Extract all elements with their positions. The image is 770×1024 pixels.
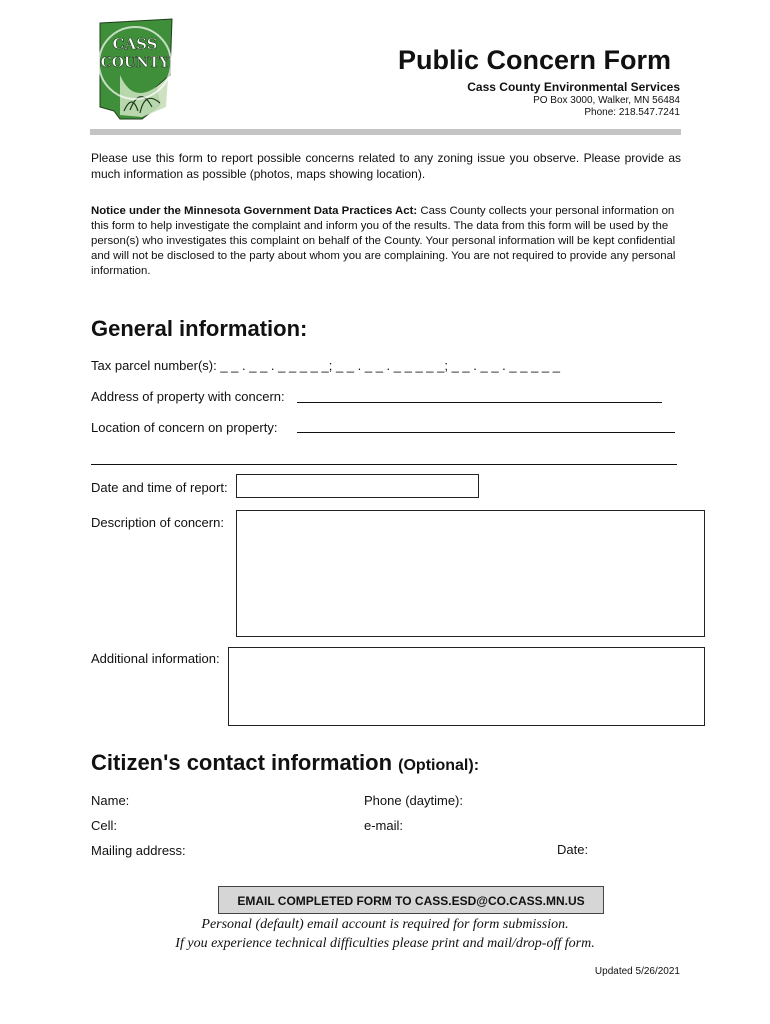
name-field[interactable]: Name: (91, 793, 130, 808)
date-time-label: Date and time of report: (91, 480, 228, 495)
print-note: If you experience technical difficulties please print and mail/drop-off form. (175, 936, 595, 951)
email-field[interactable]: e-mail: (364, 818, 404, 833)
cell-field[interactable]: Cell: (91, 818, 118, 833)
org-phone: Phone: 218.547.7241 (584, 107, 680, 118)
cass-county-logo (90, 15, 180, 125)
location-field-line2[interactable] (91, 464, 677, 465)
mailing-address-field[interactable]: Mailing address: (91, 843, 186, 858)
contact-heading-text: Citizen's contact information (91, 750, 393, 775)
contact-optional-text: (Optional): (398, 757, 480, 774)
tax-parcel-field[interactable]: Tax parcel number(s): _ _ . _ _ . _ _ _ _ _; _ _ . _ _ . _ _ _ _ _; _ _ . _ _ . _ _ _ _ _ (91, 358, 561, 373)
email-form-button[interactable]: EMAIL COMPLETED FORM TO CASS.ESD@CO.CASS.MN.US (218, 886, 604, 914)
logo-text-cass: CASS (112, 35, 158, 53)
data-practices-notice (91, 204, 681, 279)
address-field[interactable] (297, 402, 662, 403)
updated-date: Updated 5/26/2021 (594, 966, 680, 977)
general-heading: General information: (91, 316, 308, 341)
header-divider (90, 129, 681, 135)
description-label: Description of concern: (91, 515, 224, 530)
contact-heading (91, 750, 479, 776)
address-label: Address of property with concern: (91, 389, 285, 404)
notice-body: Cass County collects your personal information on this form to help investigate the complaint and inform you of the results. The data from this form will be used by the person(s) who investigates this complaint on behalf of the County. Your personal information will be kept confidential and will not be disclosed to the party about whom you are complaining. You are not required to provide any personal information. (91, 205, 676, 277)
org-name: Cass County Environmental Services (467, 80, 680, 94)
org-address: PO Box 3000, Walker, MN 56484 (533, 95, 680, 106)
logo-text-county: COUNTY (100, 55, 170, 71)
location-label: Location of concern on property: (91, 420, 278, 435)
intro-text: Please use this form to report possible concerns related to any zoning issue you observe. Please provide as much information as possible (photos, maps showing location). (91, 151, 681, 181)
date-time-input[interactable] (236, 474, 479, 498)
additional-info-label: Additional information: (91, 651, 220, 666)
date-field[interactable]: Date: (557, 842, 589, 857)
location-field[interactable] (297, 432, 675, 433)
form-title: Public Concern Form (398, 45, 672, 75)
additional-info-textarea[interactable] (228, 647, 705, 726)
description-textarea[interactable] (236, 510, 705, 637)
phone-field[interactable]: Phone (daytime): (364, 793, 463, 808)
email-note: Personal (default) email account is required for form submission. (201, 917, 569, 932)
notice-heading: Notice under the Minnesota Government Data Practices Act: (91, 205, 418, 217)
